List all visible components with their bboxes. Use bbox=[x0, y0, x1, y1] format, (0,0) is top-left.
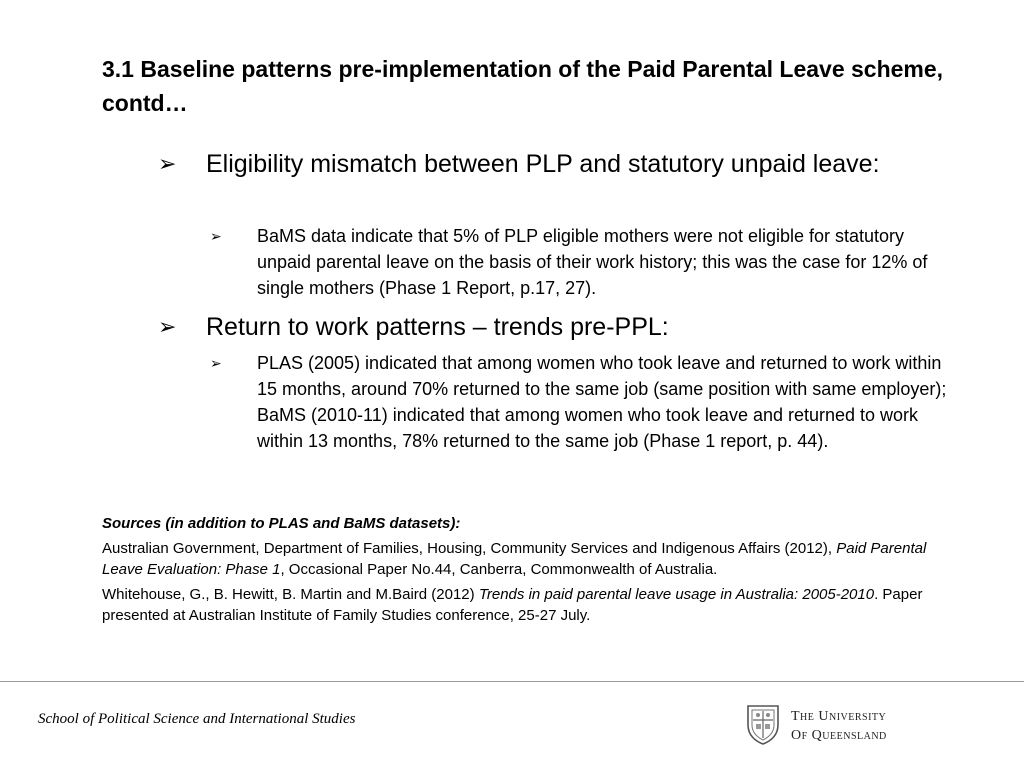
university-logo bbox=[745, 703, 935, 747]
reference-1 bbox=[102, 538, 962, 580]
sources-block bbox=[102, 513, 962, 630]
arrow-bullet-icon: ➢ bbox=[158, 314, 177, 339]
footer-divider bbox=[0, 681, 1024, 682]
ref2-title: Trends in paid parental leave usage in Australia: 2005-2010 bbox=[478, 586, 875, 603]
uni-line-2: Of Queensland bbox=[791, 728, 887, 743]
ref2-details: . Paper presented at Australian Institute of Family Studies conference, 25-27 July. bbox=[102, 586, 923, 624]
ref1-authors: Australian Government, Department of Families, Housing, Community Services and Indigenous Affairs (2012), bbox=[102, 540, 837, 557]
reference-2 bbox=[102, 584, 962, 626]
footer-school-name: School of Political Science and International Studies bbox=[38, 711, 356, 727]
ref1-title: Paid Parental Leave Evaluation: Phase 1 bbox=[102, 540, 927, 578]
subbullet-bams-eligibility bbox=[210, 223, 950, 301]
slide-title: 3.1 Baseline patterns pre-implementation of the Paid Parental Leave scheme, contd… bbox=[102, 56, 944, 116]
bullet-text: Eligibility mismatch between PLP and statutory unpaid leave: bbox=[206, 150, 880, 178]
bullet-return-to-work bbox=[158, 311, 958, 343]
bullet-eligibility bbox=[158, 148, 958, 180]
ref1-publisher: , Occasional Paper No.44, Canberra, Commonwealth of Australia. bbox=[280, 561, 718, 578]
ref2-authors: Whitehouse, G., B. Hewitt, B. Martin and M.Baird (2012) bbox=[102, 586, 479, 603]
arrow-bullet-icon: ➢ bbox=[210, 355, 222, 371]
sources-heading: Sources (in addition to PLAS and BaMS datasets): bbox=[102, 515, 461, 532]
crest-icon bbox=[745, 703, 781, 745]
subbullet-text: BaMS data indicate that 5% of PLP eligible mothers were not eligible for statutory unpaid parental leave on the basis of their work history; this was the case for 12% of single mothers (Phase 1 Report, p.17, 27). bbox=[257, 226, 928, 298]
arrow-bullet-icon: ➢ bbox=[210, 228, 222, 244]
subbullet-text: PLAS (2005) indicated that among women who took leave and returned to work within 15 months, around 70% returned to the same job (same position with same employer); BaMS (2010-11) indicated that among women who took leave and returned to work within 13 months, 78% returned to the same job (Phase 1 report, p. 44). bbox=[257, 353, 947, 451]
arrow-bullet-icon: ➢ bbox=[158, 151, 177, 176]
university-wordmark bbox=[791, 707, 887, 745]
uni-line-1: The University bbox=[791, 709, 887, 724]
subbullet-plas-return bbox=[210, 350, 950, 454]
bullet-text: Return to work patterns – trends pre-PPL: bbox=[206, 313, 669, 341]
